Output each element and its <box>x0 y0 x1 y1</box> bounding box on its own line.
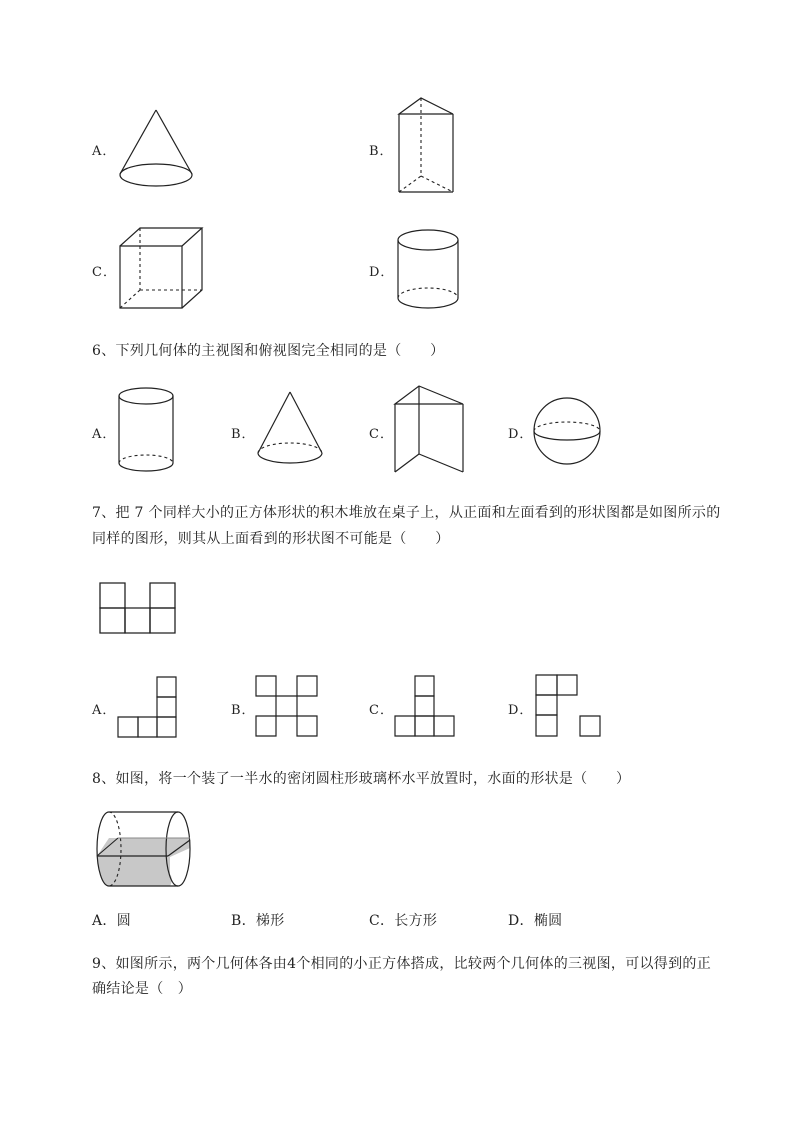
triangular-prism-figure <box>395 96 457 198</box>
prev-option-b-label: B． <box>369 144 394 159</box>
q7-option-d-label: D． <box>508 703 534 718</box>
q9-text-line1: 9、如图所示，两个几何体各由4个相同的小正方体搭成，比较两个几何体的三视图，可以得到的正 <box>92 956 712 972</box>
q9-text-line2: 确结论是（ ） <box>92 981 193 997</box>
q8-glass-figure <box>94 810 194 888</box>
prev-option-c-label: C． <box>92 265 117 280</box>
q6-text: 6、下列几何体的主视图和俯视图完全相同的是（ ） <box>92 343 445 359</box>
q7-text-line2: 同样的图形，则其从上面看到的形状图不可能是（ ） <box>92 531 450 547</box>
q6-cone-figure <box>256 390 326 468</box>
q7-option-a-label: A． <box>92 703 117 718</box>
q7-option-b-label: B． <box>231 703 256 718</box>
prev-option-a-label: A． <box>92 144 117 159</box>
q6-option-b-label: B． <box>231 427 256 442</box>
q7-text-line1: 7、把 7 个同样大小的正方体形状的积木堆放在桌子上，从正面和左面看到的形状图都是如图所示的 <box>92 505 721 521</box>
q7-option-a-figure <box>117 676 177 738</box>
prev-option-d-label: D． <box>369 265 395 280</box>
q6-triangular-prism-figure <box>393 384 467 476</box>
q8-option-d: D．椭圆 <box>508 913 563 929</box>
q8-option-a: A．圆 <box>92 913 132 929</box>
q7-view-figure <box>99 582 177 634</box>
q8-option-b: B．梯形 <box>231 913 285 929</box>
q6-option-a-label: A． <box>92 427 117 442</box>
cube-figure <box>118 226 206 312</box>
q6-option-c-label: C． <box>369 427 394 442</box>
q6-option-d-label: D． <box>508 427 534 442</box>
q7-option-d-figure <box>535 674 603 738</box>
q7-option-c-label: C． <box>369 703 394 718</box>
q6-cylinder-figure <box>117 386 177 474</box>
q6-sphere-figure <box>532 396 602 466</box>
cylinder-figure <box>396 228 462 310</box>
q7-option-c-figure <box>394 675 456 738</box>
q8-option-c: C．长方形 <box>369 913 438 929</box>
q7-option-b-figure <box>255 675 319 738</box>
q8-text: 8、如图，将一个装了一半水的密闭圆柱形玻璃杯水平放置时，水面的形状是（ ） <box>92 771 631 787</box>
cone-figure <box>118 108 196 188</box>
